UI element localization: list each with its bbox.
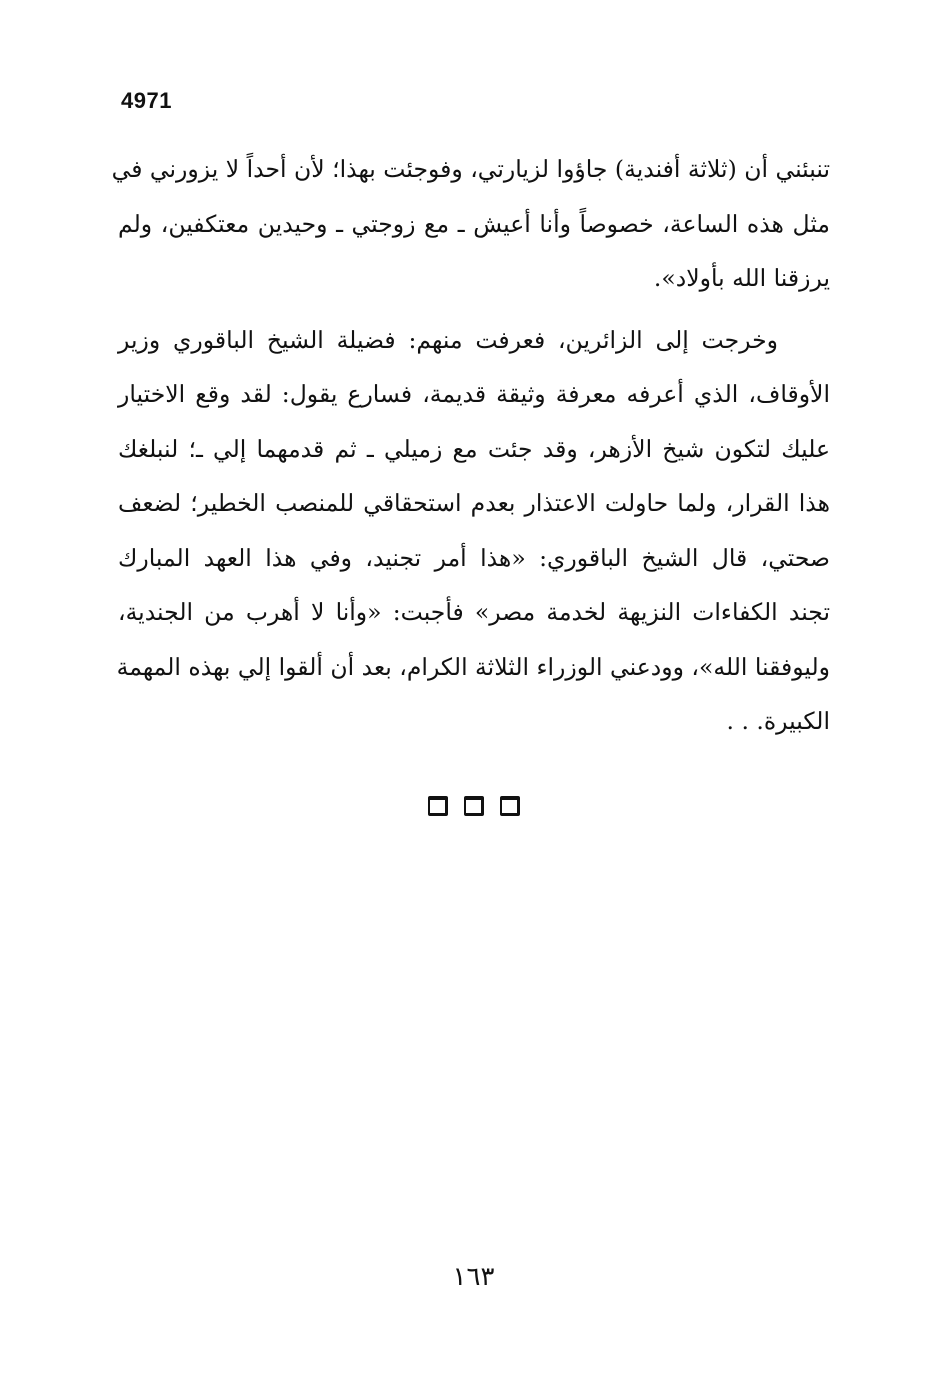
text-line: تجند الكفاءات النزيهة لخدمة مصر» فأجبت: «وأنا لا أهرب من الجندية،	[118, 598, 830, 626]
section-divider-ornament	[0, 796, 947, 816]
square-ornament-icon	[500, 796, 520, 816]
text-line: تنبئني أن (ثلاثة أفندية) جاؤوا لزيارتي، وفوجئت بهذا؛ لأن أحداً لا يزورني في	[111, 155, 830, 183]
text-line: صحتي، قال الشيخ الباقوري: «هذا أمر تجنيد، وفي هذا العهد المبارك	[118, 543, 830, 572]
square-ornament-icon	[464, 796, 484, 816]
text-line: الأوقاف، الذي أعرفه معرفة وثيقة قديمة، فسارع يقول: لقد وقع الاختيار	[118, 380, 830, 408]
square-ornament-icon	[428, 796, 448, 816]
text-line: وليوفقنا الله»، وودعني الوزراء الثلاثة الكرام، بعد أن ألقوا إلي بهذه المهمة	[116, 652, 830, 681]
text-line: هذا القرار، ولما حاولت الاعتذار بعدم استحقاقي للمنصب الخطير؛ لضعف	[118, 489, 830, 517]
page-id: 4971	[121, 88, 172, 113]
text-line: الكبيرة. . .	[726, 707, 830, 735]
text-line: مثل هذه الساعة، خصوصاً وأنا أعيش ـ مع زوجتي ـ وحيدين معتكفين، ولم	[118, 209, 830, 238]
text-line: عليك لتكون شيخ الأزهر، وقد جئت مع زميلي ـ ثم قدمهما إلي ـ؛ لنبلغك	[118, 434, 830, 463]
text-line: وخرجت إلى الزائرين، فعرفت منهم: فضيلة الشيخ الباقوري وزير	[118, 325, 778, 354]
body-text	[111, 142, 830, 749]
page-number: ١٦٣	[452, 1262, 495, 1292]
text-line: يرزقنا الله بأولاد».	[653, 264, 830, 292]
